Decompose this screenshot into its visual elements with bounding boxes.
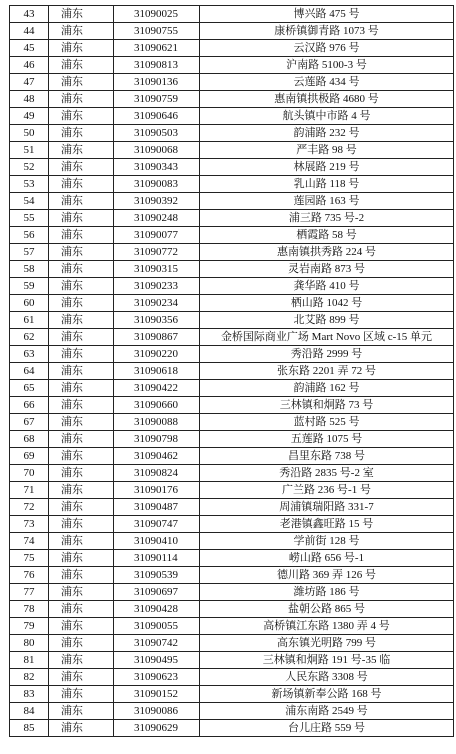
district-cell: 浦东 [49,397,114,414]
district-cell: 浦东 [49,295,114,312]
store-code-cell: 31090798 [114,431,200,448]
table-row [10,414,454,431]
district-cell: 浦东 [49,176,114,193]
row-number-cell: 60 [10,295,49,312]
store-code-cell: 31090410 [114,533,200,550]
row-number-cell: 53 [10,176,49,193]
district-cell: 浦东 [49,312,114,329]
row-number-cell: 52 [10,159,49,176]
store-code-cell: 31090742 [114,635,200,652]
district-cell: 浦东 [49,635,114,652]
table-row [10,618,454,635]
address-cell: 严丰路 98 号 [200,142,454,159]
store-code-cell: 31090646 [114,108,200,125]
table-row [10,516,454,533]
table-row [10,635,454,652]
district-cell: 浦东 [49,74,114,91]
district-cell: 浦东 [49,91,114,108]
row-number-cell: 61 [10,312,49,329]
row-number-cell: 46 [10,57,49,74]
table-row [10,567,454,584]
store-code-cell: 31090487 [114,499,200,516]
district-cell: 浦东 [49,159,114,176]
address-cell: 德川路 369 弄 126 号 [200,567,454,584]
table-row [10,23,454,40]
row-number-cell: 73 [10,516,49,533]
store-code-cell: 31090495 [114,652,200,669]
address-cell: 灵岩南路 873 号 [200,261,454,278]
district-cell: 浦东 [49,193,114,210]
address-cell: 高东镇光明路 799 号 [200,635,454,652]
row-number-cell: 80 [10,635,49,652]
row-number-cell: 58 [10,261,49,278]
row-number-cell: 70 [10,465,49,482]
table-row [10,57,454,74]
row-number-cell: 50 [10,125,49,142]
store-code-cell: 31090755 [114,23,200,40]
store-code-cell: 31090083 [114,176,200,193]
table-row [10,499,454,516]
store-code-cell: 31090220 [114,346,200,363]
row-number-cell: 63 [10,346,49,363]
address-cell: 高桥镇江东路 1380 弄 4 号 [200,618,454,635]
district-cell: 浦东 [49,210,114,227]
district-cell: 浦东 [49,431,114,448]
table-row [10,159,454,176]
row-number-cell: 68 [10,431,49,448]
district-cell: 浦东 [49,414,114,431]
row-number-cell: 65 [10,380,49,397]
address-cell: 航头镇中市路 4 号 [200,108,454,125]
district-cell: 浦东 [49,448,114,465]
store-code-cell: 31090055 [114,618,200,635]
row-number-cell: 79 [10,618,49,635]
district-cell: 浦东 [49,618,114,635]
district-cell: 浦东 [49,669,114,686]
store-code-cell: 31090068 [114,142,200,159]
district-cell: 浦东 [49,6,114,23]
row-number-cell: 49 [10,108,49,125]
row-number-cell: 64 [10,363,49,380]
row-number-cell: 81 [10,652,49,669]
table-row [10,6,454,23]
table-row [10,295,454,312]
store-code-cell: 31090077 [114,227,200,244]
table-row [10,74,454,91]
district-cell: 浦东 [49,550,114,567]
store-code-cell: 31090462 [114,448,200,465]
address-cell: 乳山路 118 号 [200,176,454,193]
district-cell: 浦东 [49,227,114,244]
address-cell: 广兰路 236 号-1 号 [200,482,454,499]
row-number-cell: 67 [10,414,49,431]
store-code-cell: 31090136 [114,74,200,91]
store-code-cell: 31090152 [114,686,200,703]
address-cell: 学前街 128 号 [200,533,454,550]
table-row [10,176,454,193]
district-cell: 浦东 [49,57,114,74]
row-number-cell: 75 [10,550,49,567]
row-number-cell: 43 [10,6,49,23]
store-code-cell: 31090234 [114,295,200,312]
table-row [10,482,454,499]
store-code-cell: 31090747 [114,516,200,533]
row-number-cell: 72 [10,499,49,516]
address-cell: 北艾路 899 号 [200,312,454,329]
row-number-cell: 83 [10,686,49,703]
address-cell: 人民东路 3308 号 [200,669,454,686]
district-cell: 浦东 [49,108,114,125]
district-cell: 浦东 [49,261,114,278]
district-cell: 浦东 [49,278,114,295]
address-cell: 沪南路 5100-3 号 [200,57,454,74]
table-row [10,533,454,550]
store-code-cell: 31090233 [114,278,200,295]
address-cell: 三林镇和炯路 73 号 [200,397,454,414]
district-cell: 浦东 [49,40,114,57]
district-cell: 浦东 [49,567,114,584]
district-cell: 浦东 [49,686,114,703]
store-code-cell: 31090356 [114,312,200,329]
district-cell: 浦东 [49,142,114,159]
row-number-cell: 47 [10,74,49,91]
store-code-cell: 31090824 [114,465,200,482]
store-code-cell: 31090623 [114,669,200,686]
store-code-cell: 31090539 [114,567,200,584]
row-number-cell: 74 [10,533,49,550]
table-row [10,448,454,465]
district-cell: 浦东 [49,23,114,40]
store-code-cell: 31090315 [114,261,200,278]
address-cell: 老港镇鑫旺路 15 号 [200,516,454,533]
row-number-cell: 57 [10,244,49,261]
row-number-cell: 84 [10,703,49,720]
store-code-cell: 31090025 [114,6,200,23]
table-row [10,550,454,567]
row-number-cell: 76 [10,567,49,584]
district-cell: 浦东 [49,465,114,482]
address-cell: 蓝村路 525 号 [200,414,454,431]
table-row [10,652,454,669]
address-cell: 台儿庄路 559 号 [200,720,454,737]
row-number-cell: 85 [10,720,49,737]
table-row [10,210,454,227]
row-number-cell: 55 [10,210,49,227]
table-row [10,91,454,108]
address-cell: 三林镇和炯路 191 号-35 临 [200,652,454,669]
store-code-cell: 31090813 [114,57,200,74]
table-row [10,601,454,618]
district-cell: 浦东 [49,125,114,142]
row-number-cell: 78 [10,601,49,618]
store-code-cell: 31090086 [114,703,200,720]
address-cell: 韵浦路 232 号 [200,125,454,142]
store-list-table [9,5,454,737]
district-cell: 浦东 [49,720,114,737]
store-code-cell: 31090392 [114,193,200,210]
table-row [10,193,454,210]
district-cell: 浦东 [49,533,114,550]
address-cell: 秀沿路 2999 号 [200,346,454,363]
row-number-cell: 59 [10,278,49,295]
table-row [10,125,454,142]
store-code-cell: 31090176 [114,482,200,499]
row-number-cell: 51 [10,142,49,159]
address-cell: 昌里东路 738 号 [200,448,454,465]
store-code-cell: 31090343 [114,159,200,176]
store-code-cell: 31090621 [114,40,200,57]
district-cell: 浦东 [49,703,114,720]
district-cell: 浦东 [49,652,114,669]
row-number-cell: 62 [10,329,49,346]
address-cell: 龚华路 410 号 [200,278,454,295]
table-row [10,465,454,482]
table-row [10,142,454,159]
store-code-cell: 31090660 [114,397,200,414]
table-row [10,227,454,244]
address-cell: 栖霞路 58 号 [200,227,454,244]
table-row [10,346,454,363]
table-body [10,6,454,737]
address-cell: 崂山路 656 号-1 [200,550,454,567]
row-number-cell: 45 [10,40,49,57]
table-row [10,686,454,703]
table-row [10,720,454,737]
store-code-cell: 31090422 [114,380,200,397]
address-cell: 浦东南路 2549 号 [200,703,454,720]
store-code-cell: 31090629 [114,720,200,737]
address-cell: 莲园路 163 号 [200,193,454,210]
district-cell: 浦东 [49,244,114,261]
address-cell: 韵浦路 162 号 [200,380,454,397]
address-cell: 张东路 2201 弄 72 号 [200,363,454,380]
row-number-cell: 66 [10,397,49,414]
address-cell: 惠南镇拱秀路 224 号 [200,244,454,261]
store-code-cell: 31090618 [114,363,200,380]
store-code-cell: 31090088 [114,414,200,431]
address-cell: 云莲路 434 号 [200,74,454,91]
table-row [10,363,454,380]
store-code-cell: 31090114 [114,550,200,567]
store-code-cell: 31090867 [114,329,200,346]
district-cell: 浦东 [49,380,114,397]
row-number-cell: 71 [10,482,49,499]
address-cell: 潍坊路 186 号 [200,584,454,601]
table-row [10,431,454,448]
store-code-cell: 31090772 [114,244,200,261]
row-number-cell: 54 [10,193,49,210]
address-cell: 秀沿路 2835 号-2 室 [200,465,454,482]
district-cell: 浦东 [49,499,114,516]
address-cell: 林展路 219 号 [200,159,454,176]
table-row [10,261,454,278]
table-row [10,397,454,414]
address-cell: 金桥国际商业广场 Mart Novo 区域 c-15 单元 [200,329,454,346]
store-code-cell: 31090428 [114,601,200,618]
address-cell: 五莲路 1075 号 [200,431,454,448]
store-code-cell: 31090697 [114,584,200,601]
address-cell: 博兴路 475 号 [200,6,454,23]
table-row [10,380,454,397]
address-cell: 栖山路 1042 号 [200,295,454,312]
district-cell: 浦东 [49,584,114,601]
address-cell: 康桥镇御青路 1073 号 [200,23,454,40]
table-row [10,244,454,261]
address-cell: 盐朝公路 865 号 [200,601,454,618]
row-number-cell: 48 [10,91,49,108]
district-cell: 浦东 [49,601,114,618]
store-code-cell: 31090248 [114,210,200,227]
row-number-cell: 56 [10,227,49,244]
table-row [10,703,454,720]
table-row [10,40,454,57]
address-cell: 周浦镇瑞阳路 331-7 [200,499,454,516]
district-cell: 浦东 [49,482,114,499]
address-cell: 浦三路 735 号-2 [200,210,454,227]
address-cell: 云汉路 976 号 [200,40,454,57]
store-code-cell: 31090759 [114,91,200,108]
table-row [10,108,454,125]
table-row [10,669,454,686]
address-cell: 新场镇新奉公路 168 号 [200,686,454,703]
table-row [10,584,454,601]
row-number-cell: 77 [10,584,49,601]
district-cell: 浦东 [49,516,114,533]
table-row [10,329,454,346]
table-row [10,278,454,295]
store-code-cell: 31090503 [114,125,200,142]
table-row [10,312,454,329]
district-cell: 浦东 [49,329,114,346]
row-number-cell: 69 [10,448,49,465]
district-cell: 浦东 [49,363,114,380]
district-cell: 浦东 [49,346,114,363]
row-number-cell: 82 [10,669,49,686]
row-number-cell: 44 [10,23,49,40]
address-cell: 惠南镇拱极路 4680 号 [200,91,454,108]
